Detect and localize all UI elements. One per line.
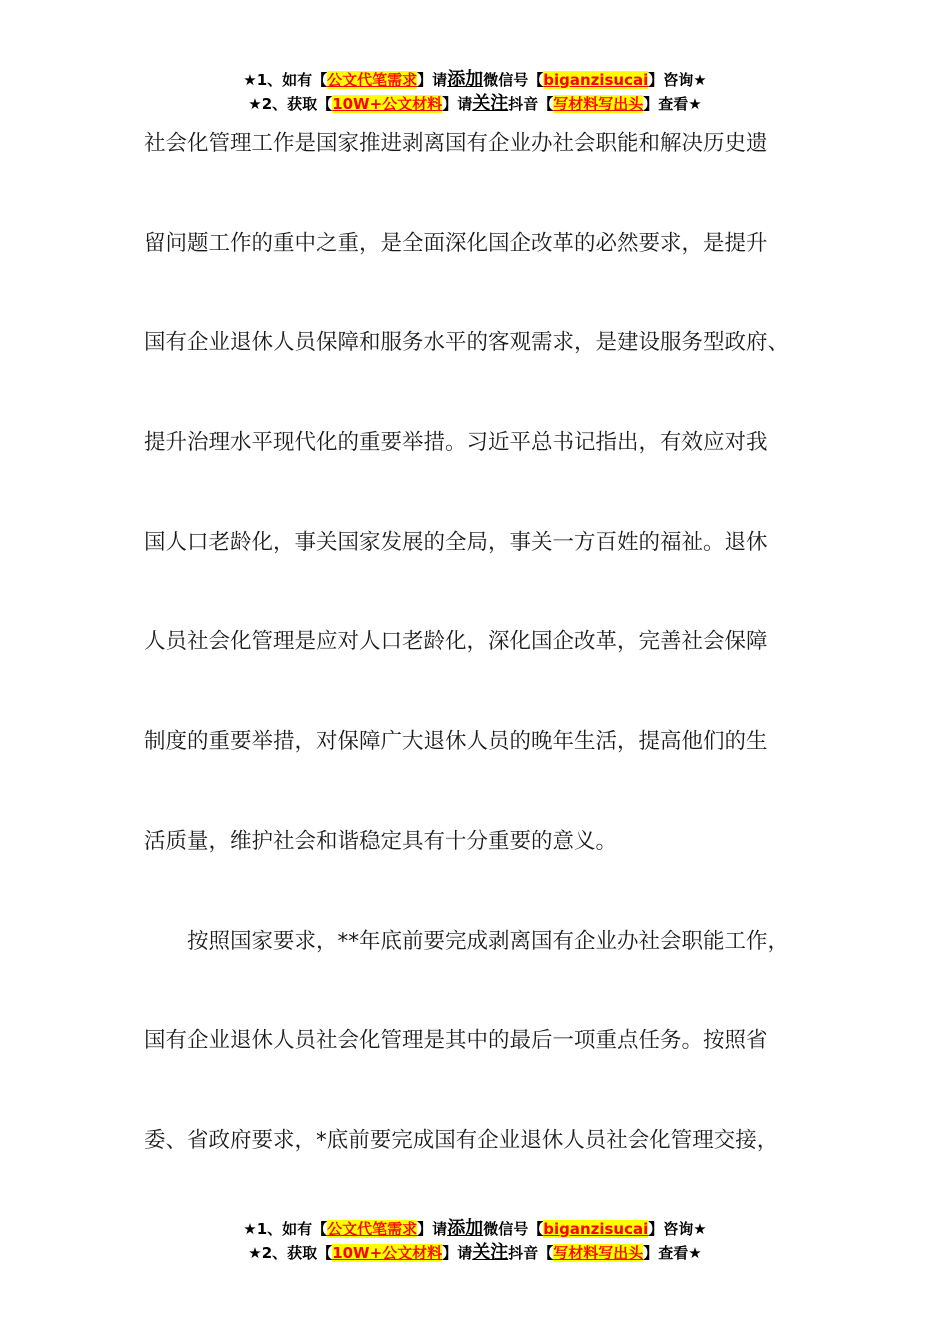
banner-highlight: 10W+公文材料	[332, 95, 443, 113]
banner-text: 微信号【	[483, 1220, 544, 1238]
body-line: 按照国家要求，**年底前要完成剥离国有企业办社会职能工作，	[144, 928, 790, 954]
banner-emphasis: 添加	[447, 1218, 484, 1239]
banner-text: 】请	[417, 71, 448, 89]
banner-text: ★2、获取【	[248, 95, 333, 113]
banner-text: 】咨询★	[648, 1220, 707, 1238]
document-body	[144, 122, 834, 1219]
body-line: 国人口老龄化，事关国家发展的全局，事关一方百姓的福祉。退休	[144, 529, 768, 555]
banner-text: 】请	[442, 95, 473, 113]
body-line: 提升治理水平现代化的重要举措。习近平总书记指出，有效应对我	[144, 430, 768, 456]
banner-highlight: 写材料写出头	[553, 95, 644, 113]
header-banner	[0, 68, 950, 116]
body-line: 人员社会化管理是应对人口老龄化，深化国企改革，完善社会保障	[144, 629, 768, 655]
body-line: 活质量，维护社会和谐稳定具有十分重要的意义。	[144, 828, 618, 854]
banner-highlight: 写材料写出头	[553, 1244, 644, 1262]
banner-emphasis: 关注	[472, 1242, 509, 1263]
banner-text: 】查看★	[643, 95, 702, 113]
banner-text: 】咨询★	[648, 71, 707, 89]
banner-text: 】请	[442, 1244, 473, 1262]
body-line: 国有企业退休人员保障和服务水平的客观需求，是建设服务型政府、	[144, 330, 790, 356]
banner-text: ★2、获取【	[248, 1244, 333, 1262]
banner-line-1	[0, 1217, 950, 1241]
body-line: 国有企业退休人员社会化管理是其中的最后一项重点任务。按照省	[144, 1028, 768, 1054]
banner-text: ★1、如有【	[243, 71, 328, 89]
banner-text: 微信号【	[483, 71, 544, 89]
banner-line-2	[0, 92, 950, 116]
body-line: 委、省政府要求，*底前要完成国有企业退休人员社会化管理交接，	[144, 1127, 779, 1153]
banner-line-2	[0, 1241, 950, 1265]
banner-text: 】请	[417, 1220, 448, 1238]
body-line: 留问题工作的重中之重，是全面深化国企改革的必然要求，是提升	[144, 230, 768, 256]
banner-line-1	[0, 68, 950, 92]
banner-highlight: 10W+公文材料	[332, 1244, 443, 1262]
banner-text: 抖音【	[508, 1244, 554, 1262]
body-line: 社会化管理工作是国家推进剥离国有企业办社会职能和解决历史遗	[144, 131, 768, 156]
banner-highlight: biganzisucai	[543, 1220, 649, 1238]
banner-text: ★1、如有【	[243, 1220, 328, 1238]
banner-highlight: 公文代笔需求	[327, 71, 418, 89]
banner-highlight: 公文代笔需求	[327, 1220, 418, 1238]
banner-emphasis: 添加	[447, 69, 484, 90]
banner-text: 抖音【	[508, 95, 554, 113]
footer-banner	[0, 1217, 950, 1265]
banner-text: 】查看★	[643, 1244, 702, 1262]
banner-highlight: biganzisucai	[543, 71, 649, 89]
body-line: 制度的重要举措，对保障广大退休人员的晚年生活，提高他们的生	[144, 729, 768, 755]
banner-emphasis: 关注	[472, 93, 509, 114]
